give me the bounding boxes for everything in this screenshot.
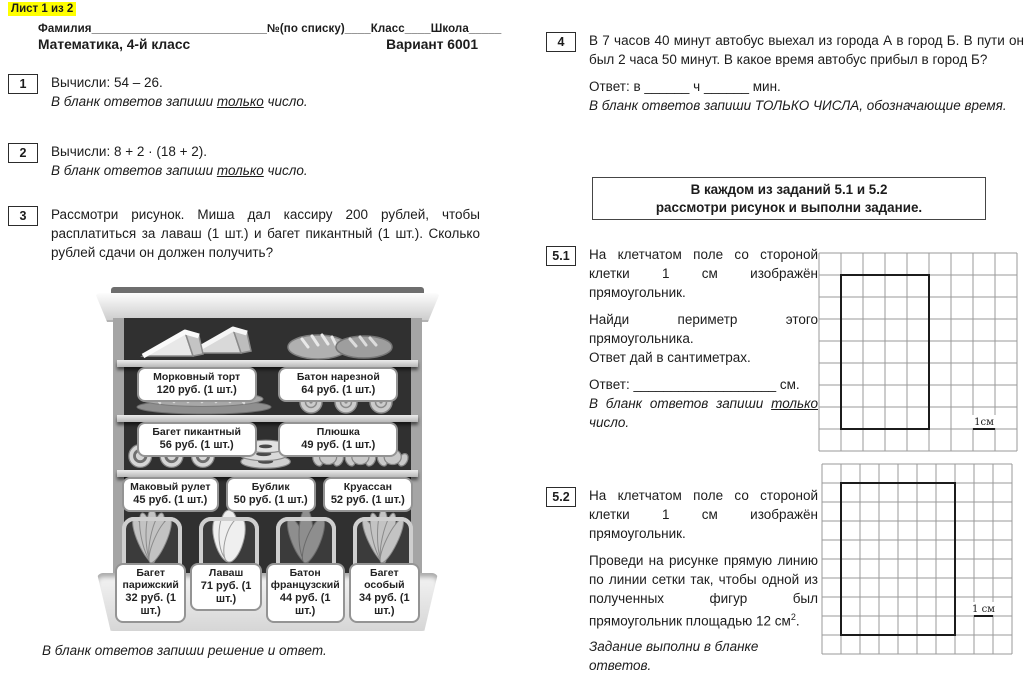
shelf-bar-2 (117, 415, 418, 422)
task-4-number-box: 4 (546, 32, 576, 52)
task-4-note: В бланк ответов запиши ТОЛЬКО ЧИСЛА, обозначающие время. (589, 98, 1007, 113)
product-price: 45 руб. (1 шт.) (133, 494, 208, 506)
product-name: Маковый рулет (130, 481, 211, 493)
product-price: 56 руб. (1 шт.) (159, 439, 234, 451)
sliced-loaf-icon (284, 324, 396, 360)
product-name: Плюшка (316, 426, 360, 438)
shelf-2-labels (121, 422, 414, 457)
grid-figure-5-2 (821, 463, 1013, 658)
task-1 (8, 73, 480, 111)
price-card (122, 477, 218, 512)
price-card (190, 563, 261, 611)
bakery-display-figure (95, 287, 440, 631)
header-title-row (38, 37, 478, 52)
shelf-bar-3 (117, 470, 418, 477)
product-name: Батон французский (270, 567, 340, 591)
product-price: 64 руб. (1 шт.) (301, 384, 376, 396)
product-name: Бублик (251, 481, 290, 493)
task-1-number-box: 1 (8, 74, 38, 94)
task-3-number-box: 3 (8, 206, 38, 226)
price-card (226, 477, 316, 512)
product-name: Батон нарезной (296, 371, 380, 383)
task-3 (8, 205, 480, 262)
price-card (266, 563, 345, 623)
carrot-cake-icon (139, 320, 257, 360)
task-2-statement: Вычисли: 8 + 2 · (18 + 2). (51, 144, 208, 159)
task-2-note: В бланк ответов запиши только число. (51, 163, 308, 178)
product-name: Багет пикантный (152, 426, 241, 438)
product-price: 32 руб. (1 шт.) (125, 592, 177, 617)
basket-labels (115, 563, 420, 623)
shelf-1-products (125, 319, 410, 360)
task-5-1-note: В бланк ответов запиши только число. (589, 396, 818, 430)
product-name: Морковный торт (153, 371, 241, 383)
task-5-1-paragraph-2: Найди периметр этого прямоугольника. (589, 312, 818, 346)
product-price: 49 руб. (1 шт.) (301, 439, 376, 451)
task-4 (546, 31, 1024, 115)
task-3-statement: Рассмотри рисунок. Миша дал кассиру 200 рублей, чтобы расплатиться за лаваш (1 шт.) и багет пикантный (1 шт.). Сколько рублей сдачи он должен получить? (51, 207, 480, 260)
task-3-note: В бланк ответов запиши решение и ответ. (42, 643, 327, 658)
price-card (137, 422, 257, 457)
sheet-number-label: Лист 1 из 2 (8, 2, 76, 16)
task-5-2-paragraph-1: На клетчатом поле со стороной клетки 1 см изображён прямоугольник. (589, 488, 818, 541)
grid-figure-5-1 (818, 252, 1018, 455)
product-price: 44 руб. (1 шт.) (279, 592, 331, 617)
price-card (278, 367, 398, 402)
grid-scale-label: 1 см (972, 604, 995, 615)
task-1-statement: Вычисли: 54 – 26. (51, 75, 163, 90)
task-5-1 (546, 245, 818, 432)
product-price: 50 руб. (1 шт.) (233, 494, 308, 506)
variant-label: Вариант 6001 (386, 37, 478, 52)
instruction-box (592, 177, 986, 220)
task-1-note: В бланк ответов запиши только число. (51, 94, 308, 109)
product-name: Багет особый (364, 567, 405, 591)
task-2-number-box: 2 (8, 143, 38, 163)
product-name: Лаваш (208, 567, 244, 579)
instruction-line-2: рассмотри рисунок и выполни задание. (655, 199, 923, 215)
price-card (115, 563, 186, 623)
task-5-2-paragraph-2: Проведи на рисунке прямую линию по линии сетки так, чтобы одной из полученных фигур был прямоугольник площадью 12 $см^2$. (589, 553, 818, 629)
task-5-2 (546, 486, 818, 675)
product-name: Круассан (343, 481, 392, 493)
shelf-1-labels (121, 367, 414, 402)
shelf-3-labels (121, 477, 414, 512)
product-name: Багет парижский (122, 567, 179, 591)
instruction-line-1: В каждом из заданий 5.1 и 5.2 (690, 182, 888, 197)
price-card (278, 422, 398, 457)
header-fill-in-line: Фамилия___________________________№(по списку)____Класс____Школа_____ (38, 23, 502, 35)
price-card (349, 563, 420, 623)
task-5-2-note: Задание выполни в бланке ответов. (589, 638, 759, 673)
task-2 (8, 142, 480, 180)
task-5-1-answer-line: Ответ: ___________________ см. (589, 377, 800, 392)
product-price: 52 руб. (1 шт.) (330, 494, 405, 506)
task-5-1-paragraph-1: На клетчатом поле со стороной клетки 1 см изображён прямоугольник. (589, 247, 818, 300)
product-price: 120 руб. (1 шт.) (156, 384, 237, 396)
price-card (323, 477, 413, 512)
task-5-2-number-box: 5.2 (546, 487, 576, 507)
price-card (137, 367, 257, 402)
subject-title: Математика, 4-й класс (38, 37, 191, 52)
shelf-bar-1 (117, 360, 418, 367)
task-4-statement: В 7 часов 40 минут автобус выехал из города А в город Б. В пути он был 2 часа 50 минут. В какое время автобус прибыл в город Б? (589, 33, 1024, 67)
product-price: 34 руб. (1 шт.) (358, 592, 410, 617)
grid-scale-label: 1см (974, 417, 994, 428)
task-5-1-paragraph-3: Ответ дай в сантиметрах. (589, 350, 751, 365)
task-4-answer-line: Ответ: в ______ ч ______ мин. (589, 79, 781, 94)
task-5-1-number-box: 5.1 (546, 246, 576, 266)
product-price: 71 руб. (1 шт.) (200, 580, 252, 605)
